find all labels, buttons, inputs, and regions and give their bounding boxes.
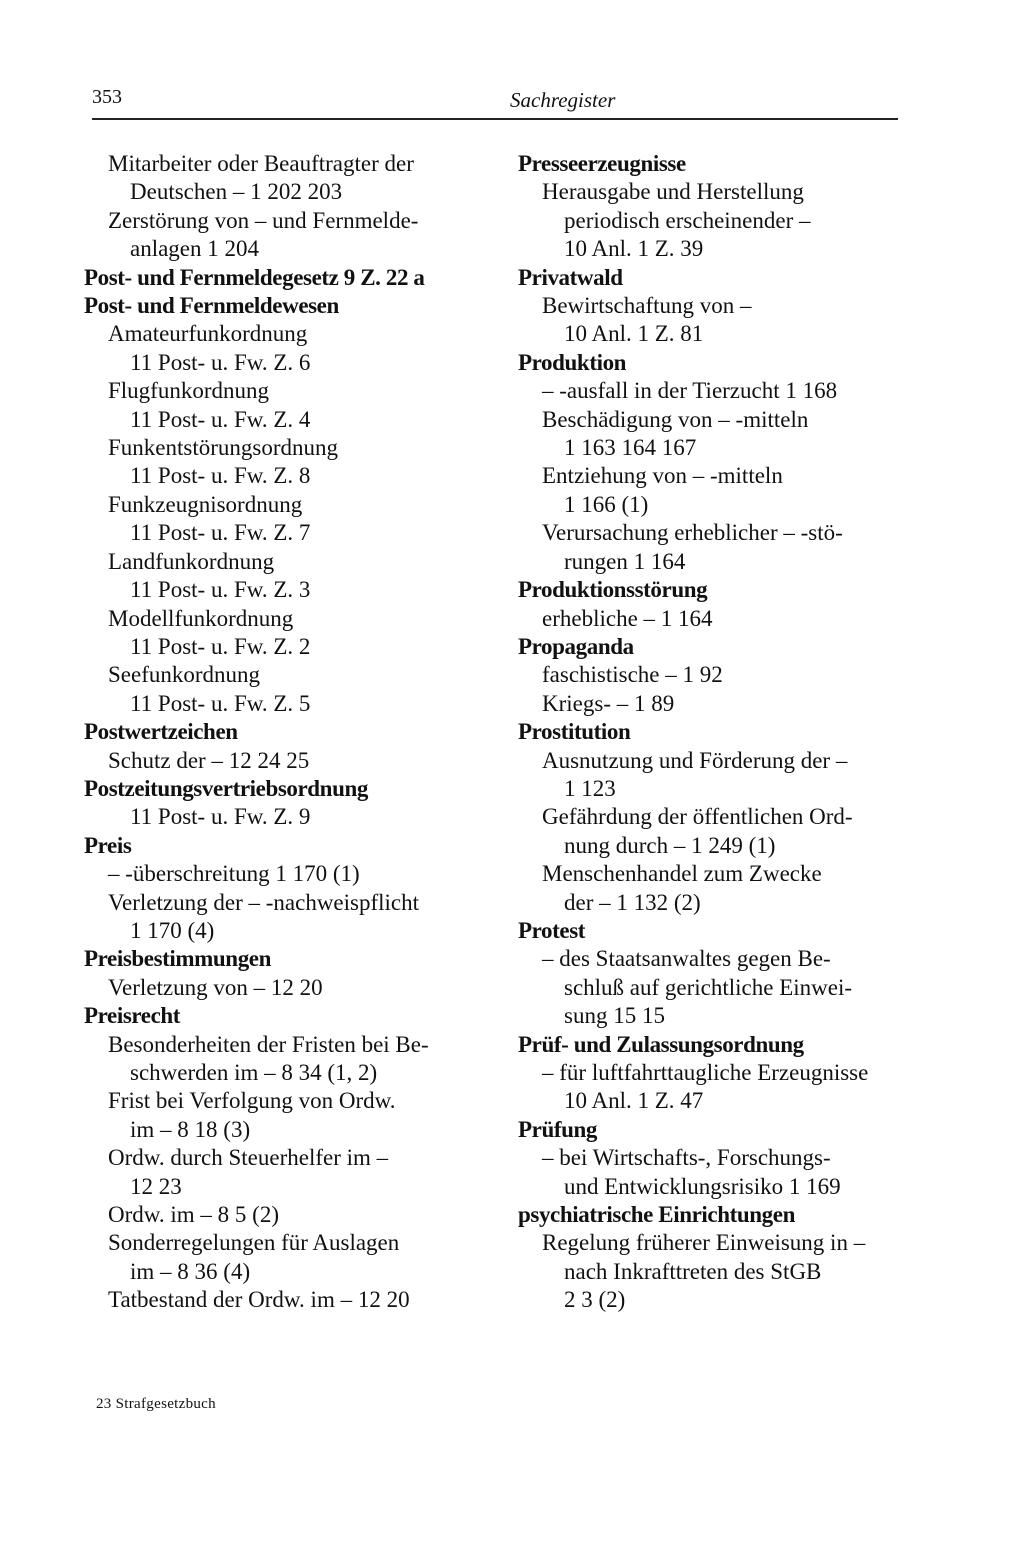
index-subentry: Ordw. durch Steuerhelfer im –: [108, 1145, 389, 1171]
index-subentry: Seefunkordnung: [108, 662, 261, 688]
index-subentry: 2 3 (2): [564, 1287, 626, 1313]
index-subentry: Beschädigung von – -mitteln: [542, 406, 809, 432]
index-subentry: – bei Wirtschafts-, Forschungs-: [542, 1145, 831, 1171]
index-subentry: 1 123: [564, 775, 616, 801]
index-subentry: rungen 1 164: [564, 548, 686, 574]
index-subentry: Deutschen – 1 202 203: [130, 179, 343, 205]
index-subentry: Tatbestand der Ordw. im – 12 20: [108, 1287, 410, 1313]
index-heading: Presseerzeugnisse: [518, 151, 686, 176]
index-heading: Post- und Fernmeldegesetz 9 Z. 22 a: [84, 264, 425, 290]
index-subentry: Landfunkordnung: [108, 548, 275, 574]
index-subentry: 10 Anl. 1 Z. 81: [564, 321, 704, 347]
page-number: 353: [92, 86, 122, 108]
index-column-right: [518, 150, 898, 1315]
index-subentry: schluß auf gerichtliche Einwei-: [564, 974, 853, 1000]
index-subentry: Gefährdung der öffentlichen Ord-: [542, 804, 853, 830]
index-heading: Prüfung: [518, 1116, 597, 1142]
index-heading: Post- und Fernmeldewesen: [84, 293, 339, 319]
index-subentry: Verletzung von – 12 20: [108, 974, 323, 1000]
index-subentry: schwerden im – 8 34 (1, 2): [130, 1060, 378, 1085]
page-header: [92, 86, 898, 120]
index-subentry: nung durch – 1 249 (1): [564, 832, 776, 858]
index-subentry: – -überschreitung 1 170 (1): [108, 861, 360, 887]
index-subentry: erhebliche – 1 164: [542, 605, 713, 631]
index-heading: Propaganda: [518, 633, 634, 659]
index-subentry: 11 Post- u. Fw. Z. 6: [130, 349, 311, 375]
index-subentry: und Entwicklungsrisiko 1 169: [564, 1173, 841, 1199]
index-column-left: [84, 150, 464, 1315]
index-subentry: Schutz der – 12 24 25: [108, 747, 310, 773]
running-title: Sachregister: [510, 88, 616, 112]
index-subentry: Mitarbeiter oder Beauftragter der: [108, 151, 414, 176]
footer-signature: 23 Strafgesetzbuch: [96, 1396, 216, 1412]
index-subentry: Kriegs- – 1 89: [542, 690, 675, 716]
index-heading: Prostitution: [518, 719, 631, 745]
index-subentry: 10 Anl. 1 Z. 47: [564, 1088, 704, 1114]
index-subentry: Ausnutzung und Förderung der –: [542, 747, 848, 773]
index-subentry: 1 166 (1): [564, 491, 649, 517]
index-subentry: 12 23: [130, 1173, 182, 1199]
index-heading: Prüf- und Zulassungsordnung: [518, 1031, 804, 1057]
index-subentry: 11 Post- u. Fw. Z. 8: [130, 463, 311, 489]
index-heading: Protest: [518, 917, 586, 943]
index-subentry: Verletzung der – -nachweispflicht: [108, 889, 420, 915]
index-subentry: der – 1 132 (2): [564, 889, 701, 915]
index-heading: Produktionsstörung: [518, 577, 708, 603]
index-heading: psychiatrische Einrichtungen: [518, 1202, 795, 1228]
index-subentry: Zerstörung von – und Fernmelde-: [108, 207, 419, 233]
index-subentry: 1 163 164 167: [564, 435, 697, 461]
index-subentry: Funkzeugnisordnung: [108, 491, 303, 517]
index-subentry: Besonderheiten der Fristen bei Be-: [108, 1031, 429, 1057]
index-subentry: 11 Post- u. Fw. Z. 9: [130, 804, 311, 830]
index-subentry: Sonderregelungen für Auslagen: [108, 1230, 400, 1256]
index-heading: Preisbestimmungen: [84, 946, 271, 972]
index-subentry: 11 Post- u. Fw. Z. 2: [130, 633, 311, 659]
index-subentry: Bewirtschaftung von –: [542, 293, 752, 319]
index-subentry: Amateurfunkordnung: [108, 321, 308, 347]
index-subentry: im – 8 18 (3): [130, 1116, 251, 1142]
index-heading: Postwertzeichen: [84, 719, 238, 745]
index-subentry: sung 15 15: [564, 1003, 665, 1029]
index-heading: Privatwald: [518, 264, 623, 290]
index-subentry: Regelung früherer Einweisung in –: [542, 1230, 866, 1256]
index-heading: Postzeitungsvertriebsordnung: [84, 775, 368, 801]
index-subentry: im – 8 36 (4): [130, 1258, 251, 1284]
index-subentry: Funkentstörungsordnung: [108, 435, 338, 461]
index-heading: Preisrecht: [84, 1003, 181, 1029]
index-subentry: Entziehung von – -mitteln: [542, 463, 783, 489]
index-subentry: 11 Post- u. Fw. Z. 3: [130, 577, 311, 603]
index-subentry: Ordw. im – 8 5 (2): [108, 1202, 279, 1228]
index-subentry: 11 Post- u. Fw. Z. 4: [130, 406, 311, 432]
index-subentry: 1 170 (4): [130, 917, 215, 943]
index-subentry: nach Inkrafttreten des StGB: [564, 1258, 822, 1284]
index-subentry: Herausgabe und Herstellung: [542, 179, 804, 205]
index-subentry: Verursachung erheblicher – -stö-: [542, 520, 843, 546]
index-subentry: anlagen 1 204: [130, 236, 260, 262]
index-subentry: 11 Post- u. Fw. Z. 7: [130, 520, 311, 546]
index-subentry: Frist bei Verfolgung von Ordw.: [108, 1088, 396, 1114]
index-subentry: faschistische – 1 92: [542, 662, 723, 688]
index-subentry: Menschenhandel zum Zwecke: [542, 861, 822, 887]
index-heading: Preis: [84, 832, 132, 858]
index-subentry: Modellfunkordnung: [108, 605, 294, 631]
index-subentry: 11 Post- u. Fw. Z. 5: [130, 690, 311, 716]
index-heading: Produktion: [518, 349, 627, 375]
index-subentry: 10 Anl. 1 Z. 39: [564, 236, 704, 262]
index-subentry: periodisch erscheinender –: [564, 207, 811, 233]
index-subentry: Flugfunkordnung: [108, 378, 269, 404]
index-subentry: – des Staatsanwaltes gegen Be-: [542, 946, 831, 972]
index-subentry: – -ausfall in der Tierzucht 1 168: [542, 378, 838, 404]
index-subentry: – für luftfahrttaugliche Erzeugnisse: [542, 1060, 869, 1085]
